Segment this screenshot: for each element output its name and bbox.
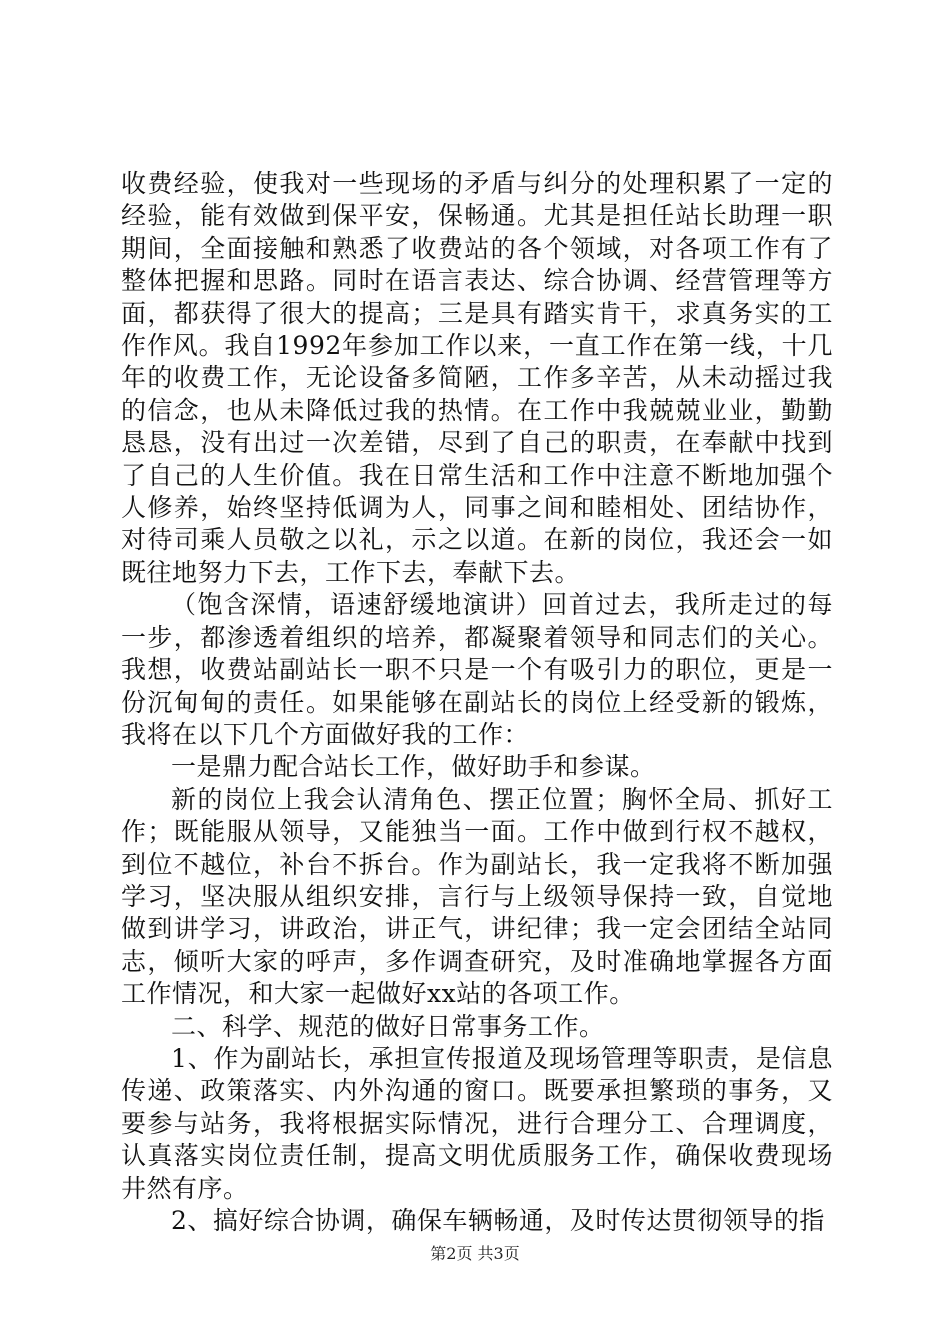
paragraph-5: 二、科学、规范的做好日常事务工作。 <box>171 1011 605 1041</box>
document-body <box>121 168 833 1237</box>
paragraph-1: 收费经验，使我对一些现场的矛盾与纠分的处理积累了一定的经验，能有效做到保平安，保畅通。尤其是担任站长助理一职期间，全面接触和熟悉了收费站的各个领域，对各项工作有了整体把握和思路。同时在语言表达、综合协调、经营管理等方面，都获得了很大的提高；三是具有踏实肯干，求真务实的工作作风。我自1992年参加工作以来，一直工作在第一线，十几年的收费工作，无论设备多简陋，工作多辛苦，从未动摇过我的信念，也从未降低过我的热情。在工作中我兢兢业业，勤勤恳恳，没有出过一次差错，尽到了自己的职责，在奉献中找到了自己的人生价值。我在日常生活和工作中注意不断地加强个人修养，始终坚持低调为人，同事之间和睦相处、团结协作，对待司乘人员敬之以礼，示之以道。在新的岗位，我还会一如既往地努力下去，工作下去，奉献下去。 <box>121 169 833 587</box>
paragraph-3: 一是鼎力配合站长工作，做好助手和参谋。 <box>171 752 656 782</box>
page-footer: 第2页 共3页 <box>430 1244 520 1263</box>
paragraph-2: （饱含深情，语速舒缓地演讲）回首过去，我所走过的每一步，都渗透着组织的培养，都凝聚着领导和同志们的关心。我想，收费站副站长一职不只是一个有吸引力的职位，更是一份沉甸甸的责任。如果能够在副站长的岗位上经受新的锻炼，我将在以下几个方面做好我的工作： <box>121 590 833 749</box>
paragraph-7: 2、搞好综合协调，确保车辆畅通，及时传达贯彻领导的指 <box>171 1206 825 1235</box>
paragraph-6: 1、作为副站长，承担宣传报道及现场管理等职责，是信息传递、政策落实、内外沟通的窗口。既要承担繁琐的事务，又要参与站务，我将根据实际情况，进行合理分工、合理调度，认真落实岗位责任制，提高文明优质服务工作，确保收费现场井然有序。 <box>121 1043 833 1203</box>
paragraph-4: 新的岗位上我会认清角色、摆正位置；胸怀全局、抓好工作；既能服从领导，又能独当一面。工作中做到行权不越权，到位不越位，补台不拆台。作为副站长，我一定我将不断加强学习，坚决服从组织安排，言行与上级领导保持一致，自觉地做到讲学习，讲政治，讲正气，讲纪律；我一定会团结全站同志，倾听大家的呼声，多作调查研究，及时准确地掌握各方面工作情况，和大家一起做好xx站的各项工作。 <box>121 784 833 1009</box>
